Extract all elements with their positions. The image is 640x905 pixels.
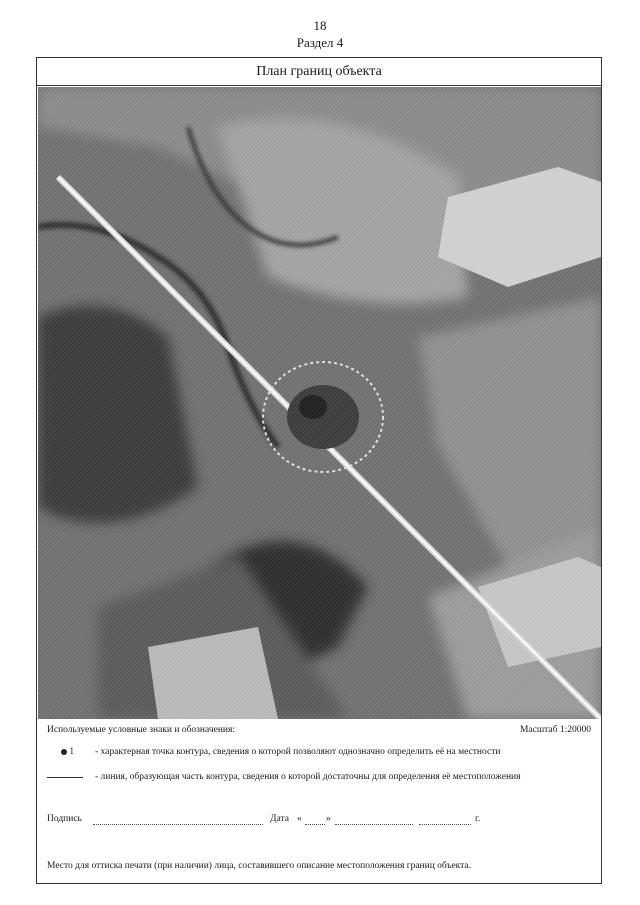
- legend-title: Используемые условные знаки и обозначения:: [47, 725, 236, 735]
- point-description: - характерная точка контура, сведения о которой позволяют однозначно определить её на местности: [95, 747, 501, 757]
- date-quote-open: «: [297, 814, 302, 824]
- line-description: - линия, образующая часть контура, сведения о которой достаточны для определения её местоположения: [95, 772, 521, 782]
- solid-line-icon: [47, 777, 83, 778]
- section-title: Раздел 4: [296, 35, 344, 50]
- plan-title: План границ объекта: [37, 58, 601, 86]
- scale-label: Масштаб 1:20000: [519, 725, 591, 735]
- year-suffix: г.: [475, 814, 481, 824]
- date-label: Дата: [270, 814, 289, 824]
- plan-frame: [36, 57, 602, 884]
- page-number: 18: [313, 18, 327, 33]
- stamp-note: Место для оттиска печати (при наличии) лица, составившего описание местоположения границ объекта.: [47, 861, 472, 871]
- satellite-map-image: [38, 87, 601, 719]
- signature-label: Подпись: [47, 814, 82, 824]
- filled-circle-icon: [61, 749, 67, 755]
- month-field[interactable]: [335, 814, 413, 825]
- day-field[interactable]: [305, 814, 325, 825]
- map-drawing: [38, 87, 601, 719]
- point-number: 1: [69, 747, 75, 757]
- characteristic-point-marker: [61, 747, 74, 757]
- legend-block: [37, 719, 601, 883]
- signature-field[interactable]: [93, 814, 263, 825]
- date-quote-close: »: [326, 814, 331, 824]
- year-field[interactable]: [419, 814, 471, 825]
